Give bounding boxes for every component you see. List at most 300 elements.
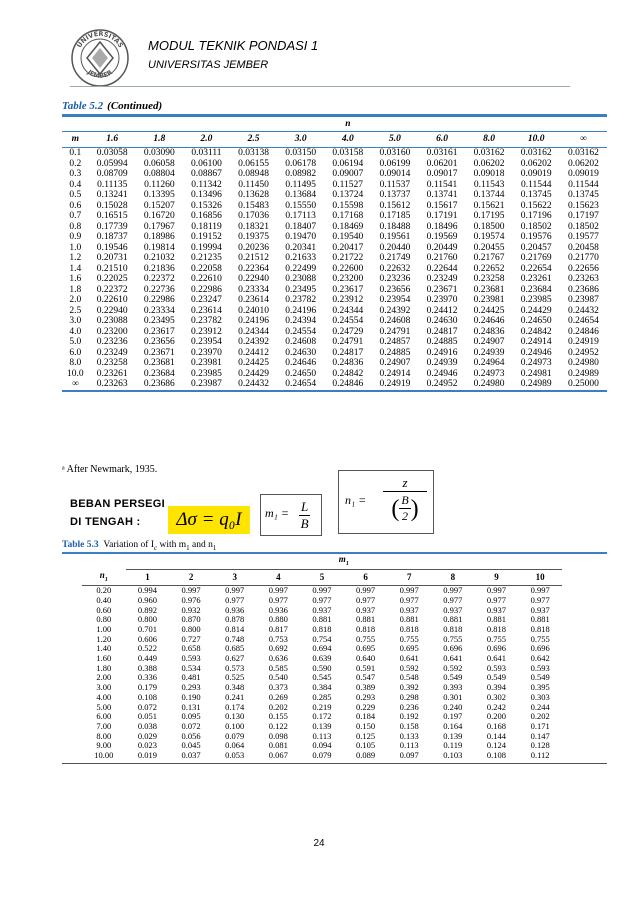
row-label: 0.80 — [96, 614, 112, 625]
table-cell: 0.997 — [486, 585, 506, 596]
table-cell: 0.15207 — [143, 200, 175, 211]
table-cell: 0.977 — [225, 594, 245, 605]
table-cell: 0.131 — [181, 701, 201, 712]
table-cell: 0.108 — [486, 750, 506, 761]
table-cell: 0.100 — [225, 720, 245, 731]
table-cell: 0.977 — [312, 594, 332, 605]
column-header: 4 — [276, 572, 281, 583]
table-cell: 0.302 — [486, 691, 506, 702]
row-label: 8.00 — [96, 730, 112, 741]
table-row — [62, 180, 607, 191]
n1-fraction: z ( $\frac{B}{2}$) — [383, 475, 427, 524]
table-cell: 0.818 — [530, 623, 550, 634]
table-cell: 0.878 — [225, 614, 245, 625]
table-cell: 0.642 — [530, 653, 550, 664]
table-cell: 0.23263 — [567, 274, 599, 284]
table-cell: 0.641 — [443, 653, 463, 664]
table-cell: 0.21633 — [285, 253, 317, 263]
table-cell: 0.24608 — [379, 316, 411, 326]
table-cell: 0.24392 — [238, 337, 269, 347]
table-cell: 0.17195 — [473, 211, 505, 221]
table-cell: 0.24919 — [567, 337, 599, 347]
column-group-m1: $m_1$ — [126, 554, 562, 570]
table-cell: 0.606 — [137, 633, 157, 644]
table-cell: 0.22940 — [238, 274, 269, 284]
table-cell: 0.641 — [486, 653, 506, 664]
table-row — [62, 264, 607, 275]
table-cell: 0.18500 — [473, 221, 505, 232]
table-cell: 0.11450 — [238, 179, 269, 190]
table-row — [62, 369, 607, 380]
table-row — [62, 285, 607, 296]
table-cell: 0.932 — [181, 604, 201, 615]
table-cell: 0.336 — [137, 672, 157, 683]
table-cell: 0.23970 — [191, 347, 222, 358]
table-cell: 0.03111 — [191, 148, 222, 158]
table-row — [62, 316, 607, 327]
table-cell: 0.20341 — [285, 242, 317, 253]
table-cell: 0.19994 — [191, 242, 222, 253]
table-cell: 0.936 — [225, 604, 245, 615]
table-cell: 0.23088 — [285, 274, 317, 284]
row-label: 2.0 — [69, 295, 82, 305]
table-cell: 0.997 — [225, 585, 245, 596]
table-row — [82, 751, 562, 761]
table-row — [62, 211, 607, 222]
svg-text:UNIVERSITAS — [75, 30, 125, 50]
table-cell: 0.24973 — [473, 368, 505, 379]
table-cell: 0.24885 — [426, 337, 458, 347]
table-cell: 0.15621 — [473, 200, 505, 211]
table-cell: 0.976 — [181, 594, 201, 605]
table-cell: 0.880 — [268, 614, 288, 625]
table-5-2-label: Table 5.2 — [62, 100, 104, 112]
table-cell: 0.09019 — [567, 169, 599, 179]
table-cell: 0.18119 — [191, 221, 222, 232]
row-label: 0.20 — [96, 585, 112, 596]
table-cell: 0.03150 — [285, 148, 317, 158]
table-cell: 0.11537 — [379, 179, 411, 190]
table-cell: 0.636 — [268, 653, 288, 664]
column-header: 7 — [406, 572, 412, 583]
table-cell: 0.19574 — [473, 232, 505, 242]
table-cell: 0.13241 — [96, 190, 128, 200]
table-cell: 0.994 — [137, 585, 157, 596]
row-label: 0.8 — [69, 221, 82, 232]
table-cell: 0.094 — [312, 740, 332, 751]
table-cell: 0.592 — [399, 662, 419, 673]
table-cell: 0.06194 — [332, 158, 364, 169]
table-cell: 0.190 — [181, 691, 201, 702]
table-cell: 0.06202 — [567, 158, 599, 169]
table-cell: 0.113 — [399, 740, 419, 751]
table-cell: 0.164 — [443, 720, 463, 731]
table-cell: 0.124 — [486, 740, 506, 751]
table-cell: 0.06155 — [238, 158, 269, 169]
table-cell: 0.696 — [530, 643, 550, 654]
table-cell: 0.13745 — [520, 190, 552, 200]
table-cell: 0.097 — [399, 750, 419, 761]
table-cell: 0.133 — [399, 730, 419, 741]
table-cell: 0.534 — [181, 662, 201, 673]
row-label: 2.5 — [69, 305, 82, 316]
table-cell: 0.937 — [486, 604, 506, 615]
table-cell: 0.21767 — [473, 253, 505, 263]
table-cell: 0.748 — [225, 633, 245, 644]
row-label: 1.6 — [69, 274, 82, 284]
table-cell: 0.585 — [268, 662, 288, 673]
table-cell: 0.23334 — [143, 305, 175, 316]
row-label: 1.0 — [69, 242, 82, 253]
table-cell: 0.11543 — [473, 179, 505, 190]
table-cell: 0.23261 — [520, 274, 552, 284]
table-cell: 0.19569 — [426, 232, 458, 242]
table-cell: 0.19540 — [332, 232, 364, 242]
table-cell: 0.685 — [225, 643, 245, 654]
table-cell: 0.23686 — [567, 284, 599, 295]
table-cell: 0.817 — [268, 623, 288, 634]
table-cell: 0.22364 — [238, 263, 269, 274]
table-cell: 0.15617 — [426, 200, 458, 211]
table-cell: 0.24919 — [379, 379, 411, 389]
load-label-line-2: DI TENGAH : — [70, 516, 141, 528]
table-cell: 0.593 — [181, 653, 201, 664]
table-cell: 0.15326 — [191, 200, 222, 211]
table-cell: 0.545 — [312, 672, 332, 683]
table-cell: 0.639 — [312, 653, 332, 664]
table-cell: 0.818 — [356, 623, 376, 634]
table-cell: 0.241 — [225, 691, 245, 702]
header-divider — [70, 86, 570, 87]
table-cell: 0.522 — [137, 643, 157, 654]
row-label: 0.60 — [96, 604, 112, 615]
table-cell: 0.112 — [530, 750, 550, 761]
table-cell: 0.960 — [137, 594, 157, 605]
table-cell: 0.19576 — [520, 232, 552, 242]
table-cell: 0.08948 — [238, 169, 269, 179]
table-cell: 0.23782 — [285, 295, 317, 305]
table-cell: 0.24916 — [426, 347, 458, 358]
table-cell: 0.814 — [225, 623, 245, 634]
table-cell: 0.892 — [137, 604, 157, 615]
table-cell: 0.11260 — [144, 179, 175, 190]
column-header: 2.0 — [200, 134, 213, 145]
table-row — [62, 243, 607, 254]
table-cell: 0.393 — [443, 682, 463, 693]
column-header: 10 — [535, 572, 545, 583]
table-cell: 0.24554 — [285, 326, 317, 337]
table-cell: 0.592 — [443, 662, 463, 673]
table-cell: 0.392 — [399, 682, 419, 693]
table-cell: 0.22499 — [285, 263, 317, 274]
table-row — [62, 148, 607, 159]
n1-inner-denominator: 2 — [402, 508, 408, 523]
table-cell: 0.755 — [443, 633, 463, 644]
table-cell: 0.395 — [530, 682, 550, 693]
table-cell: 0.06202 — [520, 158, 552, 169]
table-cell: 0.19470 — [285, 232, 317, 242]
row-label: 6.0 — [69, 347, 82, 358]
row-label: 1.2 — [69, 253, 82, 263]
table-cell: 0.081 — [268, 740, 288, 751]
table-cell: 0.23236 — [379, 274, 411, 284]
table-cell: 0.24842 — [332, 368, 364, 379]
table-cell: 0.23985 — [520, 295, 552, 305]
table-cell: 0.21769 — [520, 253, 552, 263]
table-cell: 0.23981 — [191, 358, 222, 368]
table-cell: 0.22058 — [191, 263, 222, 274]
table-cell: 0.13684 — [285, 190, 317, 200]
n1-lhs: n₁ = — [345, 493, 367, 507]
table-row — [62, 306, 607, 317]
table-cell: 0.20236 — [238, 242, 269, 253]
table-cell: 0.172 — [312, 711, 332, 722]
table-cell: 0.24646 — [473, 316, 505, 326]
table-5-2-caption — [62, 100, 607, 114]
table-cell: 0.202 — [530, 711, 550, 722]
table-cell: 0.997 — [399, 585, 419, 596]
table-cell: 0.23681 — [473, 284, 505, 295]
table-cell: 0.692 — [268, 643, 288, 654]
table-cell: 0.139 — [312, 720, 332, 731]
row-label: 5.0 — [69, 337, 82, 347]
column-header: 1 — [145, 572, 150, 583]
table-cell: 0.590 — [312, 662, 332, 673]
table-cell: 0.696 — [486, 643, 506, 654]
table-cell: 0.17197 — [567, 211, 599, 221]
table-cell: 0.23617 — [332, 284, 364, 295]
table-cell: 0.24857 — [379, 337, 411, 347]
table-cell: 0.24010 — [238, 305, 269, 316]
table-cell: 0.24425 — [238, 358, 269, 368]
table-cell: 0.21722 — [332, 253, 364, 263]
table-cell: 0.17196 — [520, 211, 552, 221]
table-cell: 0.06178 — [285, 158, 317, 169]
table-cell: 0.997 — [443, 585, 463, 596]
table-cell: 0.11544 — [568, 179, 599, 190]
table-row — [62, 274, 607, 285]
table-cell: 0.549 — [443, 672, 463, 683]
table-cell: 0.22986 — [143, 295, 175, 305]
table-cell: 0.197 — [443, 711, 463, 722]
table-cell: 0.24836 — [332, 358, 364, 368]
table-cell: 0.13628 — [238, 190, 269, 200]
table-cell: 0.15622 — [520, 200, 552, 211]
table-cell: 0.11527 — [332, 179, 364, 190]
table-cell: 0.236 — [399, 701, 419, 712]
table-cell: 0.045 — [181, 740, 201, 751]
table-cell: 0.098 — [268, 730, 288, 741]
table-cell: 0.108 — [137, 691, 157, 702]
table-cell: 0.24344 — [332, 305, 364, 316]
table-cell: 0.03162 — [520, 148, 552, 158]
table-cell: 0.17168 — [332, 211, 364, 221]
row-label: 0.2 — [69, 158, 82, 169]
table-cell: 0.694 — [312, 643, 332, 654]
table-cell: 0.303 — [530, 691, 550, 702]
table-cell: 0.21760 — [426, 253, 458, 263]
table-cell: 0.24196 — [238, 316, 269, 326]
table-cell: 0.20449 — [426, 242, 458, 253]
table-cell: 0.23912 — [191, 326, 222, 337]
table-cell: 0.23987 — [567, 295, 599, 305]
m1-lhs: m₁ = — [265, 506, 289, 520]
table-cell: 0.21235 — [191, 253, 222, 263]
column-variable-n: n — [345, 118, 351, 129]
table-cell: 0.053 — [225, 750, 245, 761]
table-cell: 0.695 — [356, 643, 376, 654]
table-cell: 0.293 — [181, 682, 201, 693]
table-cell: 0.24394 — [285, 316, 317, 326]
table-cell: 0.18502 — [567, 221, 599, 232]
table-cell: 0.24885 — [379, 347, 411, 358]
table-cell: 0.200 — [486, 711, 506, 722]
table-cell: 0.22025 — [96, 274, 128, 284]
table-cell: 0.23261 — [96, 368, 128, 379]
table-cell: 0.19546 — [96, 242, 128, 253]
table-cell: 0.977 — [486, 594, 506, 605]
table-cell: 0.17191 — [426, 211, 458, 221]
table-cell: 0.24980 — [567, 358, 599, 368]
table-cell: 0.22372 — [96, 284, 128, 295]
table-cell: 0.547 — [356, 672, 376, 683]
table-cell: 0.755 — [356, 633, 376, 644]
table-cell: 0.171 — [530, 720, 550, 731]
table-cell: 0.23247 — [191, 295, 222, 305]
table-cell: 0.095 — [181, 711, 201, 722]
m1-denominator: B — [300, 516, 309, 531]
table-cell: 0.03090 — [143, 148, 175, 158]
table-cell: 0.937 — [530, 604, 550, 615]
table-cell: 0.24608 — [285, 337, 317, 347]
table-cell: 0.09007 — [332, 169, 364, 179]
table-5-3-caption — [62, 540, 607, 552]
module-title: MODUL TEKNIK PONDASI 1 — [148, 38, 319, 53]
table-cell: 0.24952 — [426, 379, 458, 389]
table-cell: 0.21032 — [143, 253, 175, 263]
table-cell: 0.06100 — [191, 158, 222, 169]
table-cell: 0.881 — [312, 614, 332, 625]
table-cell: 0.593 — [486, 662, 506, 673]
table-cell: 0.24907 — [473, 337, 505, 347]
table-cell: 0.24650 — [520, 316, 552, 326]
table-cell: 0.13745 — [567, 190, 599, 200]
table-cell: 0.573 — [225, 662, 245, 673]
table-cell: 0.051 — [137, 711, 157, 722]
table-cell: 0.997 — [312, 585, 332, 596]
table-cell: 0.24630 — [426, 316, 458, 326]
table-cell: 0.24989 — [567, 368, 599, 379]
table-cell: 0.937 — [399, 604, 419, 615]
table-cell: 0.08804 — [143, 169, 175, 179]
table-cell: 0.384 — [312, 682, 332, 693]
table-cell: 0.15612 — [379, 200, 411, 211]
table-cell: 0.881 — [356, 614, 376, 625]
table-row — [62, 253, 607, 264]
table-5-2-note: (Continued) — [107, 100, 163, 112]
column-header: 4.0 — [341, 134, 354, 145]
table-cell: 0.174 — [225, 701, 245, 712]
table-cell: 0.18407 — [285, 221, 317, 232]
table-cell: 0.17739 — [96, 221, 128, 232]
table-cell: 0.881 — [486, 614, 506, 625]
column-header: 3.0 — [294, 134, 307, 145]
table-5-3-label: Table 5.3 — [62, 540, 99, 550]
table-cell: 0.24980 — [473, 379, 505, 389]
table-cell: 0.158 — [399, 720, 419, 731]
table-cell: 0.18986 — [143, 232, 175, 242]
table-cell: 0.15598 — [332, 200, 364, 211]
table-cell: 0.17967 — [143, 221, 175, 232]
table-cell: 0.22644 — [426, 263, 458, 274]
table-cell: 0.24846 — [567, 326, 599, 337]
table-cell: 0.13737 — [379, 190, 411, 200]
table-cell: 0.24973 — [520, 358, 552, 368]
table-cell: 0.13496 — [191, 190, 222, 200]
column-header: 1.8 — [153, 134, 166, 145]
table-cell: 0.072 — [181, 720, 201, 731]
row-label: 1.00 — [96, 623, 112, 634]
table-cell: 0.20457 — [520, 242, 552, 253]
table-cell: 0.23258 — [96, 358, 128, 368]
table-cell: 0.23617 — [143, 326, 175, 337]
table-cell: 0.03158 — [332, 148, 364, 158]
table-cell: 0.113 — [312, 730, 332, 741]
table-cell: 0.24429 — [238, 368, 269, 379]
table-cell: 0.937 — [356, 604, 376, 615]
table-5-2-footnote: ᵃ After Newmark, 1935. — [62, 464, 158, 475]
table-cell: 0.800 — [137, 614, 157, 625]
table-cell: 0.067 — [268, 750, 288, 761]
table-cell: 0.22600 — [332, 263, 364, 274]
table-cell: 0.24836 — [473, 326, 505, 337]
table-cell: 0.818 — [486, 623, 506, 634]
table-cell: 0.593 — [530, 662, 550, 673]
table-cell: 0.24554 — [332, 316, 364, 326]
row-label: 10.0 — [67, 368, 84, 379]
row-label: 3.00 — [96, 682, 112, 693]
table-row — [62, 232, 607, 243]
column-header: 2 — [188, 572, 194, 583]
table-cell: 0.754 — [312, 633, 332, 644]
table-cell: 0.229 — [356, 701, 376, 712]
table-cell: 0.24432 — [567, 305, 599, 316]
table-cell: 0.24946 — [426, 368, 458, 379]
table-row — [62, 169, 607, 180]
table-5-3-grid — [82, 554, 562, 761]
table-cell: 0.23088 — [96, 316, 128, 326]
university-logo-icon — [70, 28, 130, 88]
row-label: 0.6 — [69, 200, 82, 211]
table-row — [62, 159, 607, 170]
table-cell: 0.09014 — [379, 169, 411, 179]
table-cell: 0.977 — [443, 594, 463, 605]
m1-formula — [260, 494, 322, 536]
table-cell: 0.20731 — [96, 253, 128, 263]
table-cell: 0.11495 — [285, 179, 316, 190]
table-cell: 0.23249 — [96, 347, 128, 358]
table-cell: 0.18496 — [426, 221, 458, 232]
table-cell: 0.997 — [356, 585, 376, 596]
table-cell: 0.24412 — [238, 347, 269, 358]
table-cell: 0.24964 — [473, 358, 505, 368]
column-header: 9 — [494, 572, 499, 583]
table-cell: 0.23495 — [285, 284, 317, 295]
table-cell: 0.23987 — [191, 379, 222, 389]
table-cell: 0.08709 — [96, 169, 128, 179]
table-cell: 0.23954 — [379, 295, 411, 305]
table-cell: 0.17113 — [285, 211, 316, 221]
